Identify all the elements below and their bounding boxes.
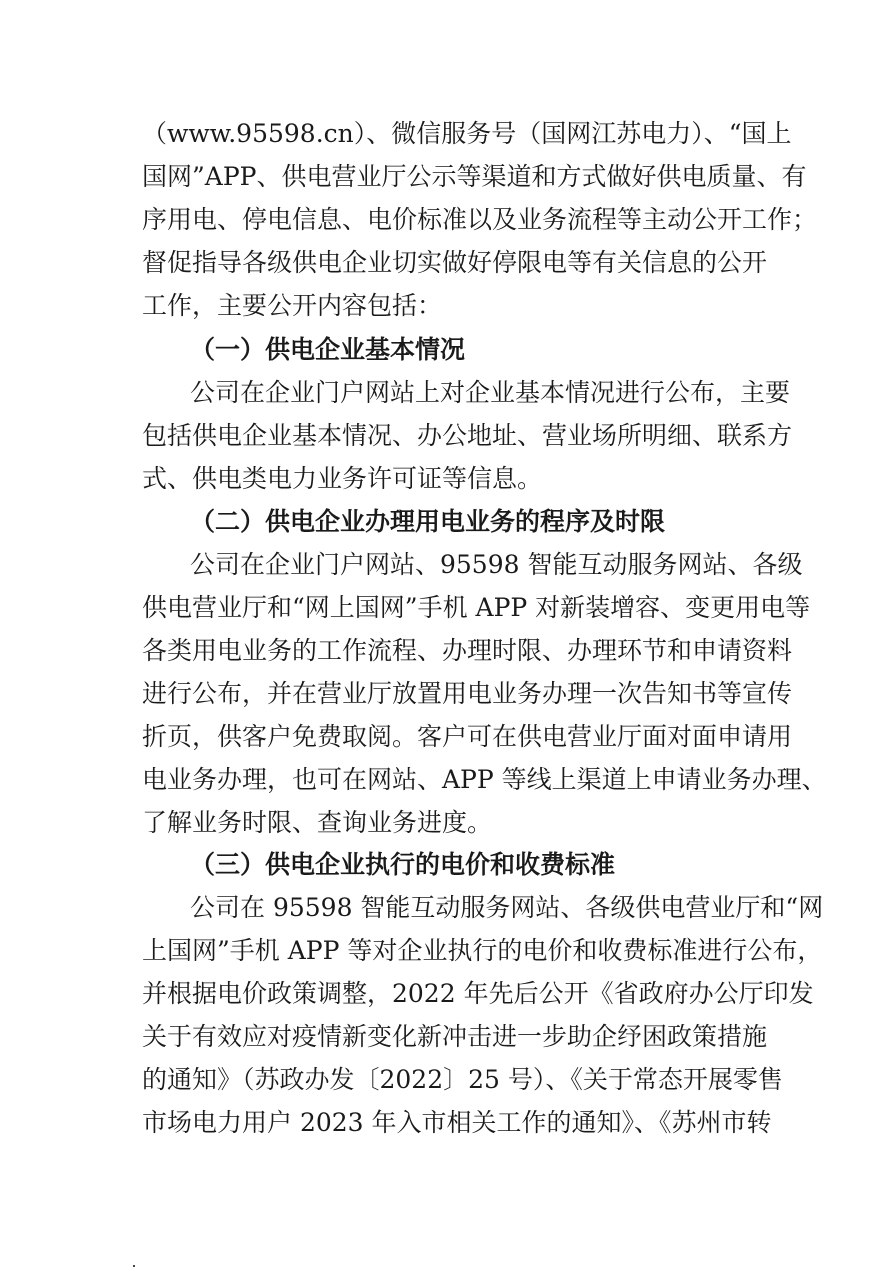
text-line: 的通知》（苏政办发〔2022〕25 号）、《关于常态开展零售 — [142, 1065, 783, 1094]
text-line: 公司在企业门户网站、95598 智能互动服务网站、各级 — [190, 550, 803, 579]
text-line: 市场电力用户 2023 年入市相关工作的通知》、《苏州市转 — [142, 1108, 772, 1137]
text-line: 折页，供客户免费取阅。客户可在供电营业厅面对面申请用 — [142, 722, 793, 751]
text-line: 式、供电类电力业务许可证等信息。 — [142, 464, 543, 493]
section-heading-3: （三）供电企业执行的电价和收费标准 — [190, 850, 616, 879]
text-line: 电业务办理，也可在网站、APP 等线上渠道上申请业务办理、 — [142, 765, 827, 794]
text-line: 督促指导各级供电企业切实做好停限电等有关信息的公开 — [142, 248, 768, 277]
text-line: 国网”APP、供电营业厅公示等渠道和方式做好供电质量、有 — [142, 162, 807, 191]
text-line: 并根据电价政策调整，2022 年先后公开《省政府办公厅印发 — [142, 979, 814, 1008]
text-line: 供电营业厅和“网上国网”手机 APP 对新装增容、变更用电等 — [142, 593, 811, 622]
scan-speck — [133, 1265, 135, 1267]
section-heading-1: （一）供电企业基本情况 — [190, 335, 466, 364]
text-line: 包括供电企业基本情况、办公地址、营业场所明细、联系方 — [142, 421, 793, 450]
text-line: 了解业务时限、查询业务进度。 — [142, 808, 493, 837]
text-line: 工作，主要公开内容包括： — [142, 291, 443, 320]
text-line: 公司在 95598 智能互动服务网站、各级供电营业厅和“网 — [190, 893, 824, 922]
text-line: 序用电、停电信息、电价标准以及业务流程等主动公开工作； — [142, 205, 818, 234]
text-line: 关于有效应对疫情新变化新冲击进一步助企纾困政策措施 — [142, 1022, 768, 1051]
text-line: （www.95598.cn）、微信服务号（国网江苏电力）、“国上 — [142, 119, 792, 148]
text-line: 进行公布，并在营业厅放置用电业务办理一次告知书等宣传 — [142, 679, 793, 708]
section-heading-2: （二）供电企业办理用电业务的程序及时限 — [190, 507, 666, 536]
text-line: 公司在企业门户网站上对企业基本情况进行公布，主要 — [190, 378, 791, 407]
text-line: 各类用电业务的工作流程、办理时限、办理环节和申请资料 — [142, 636, 793, 665]
text-line: 上国网”手机 APP 等对企业执行的电价和收费标准进行公布， — [142, 936, 823, 965]
